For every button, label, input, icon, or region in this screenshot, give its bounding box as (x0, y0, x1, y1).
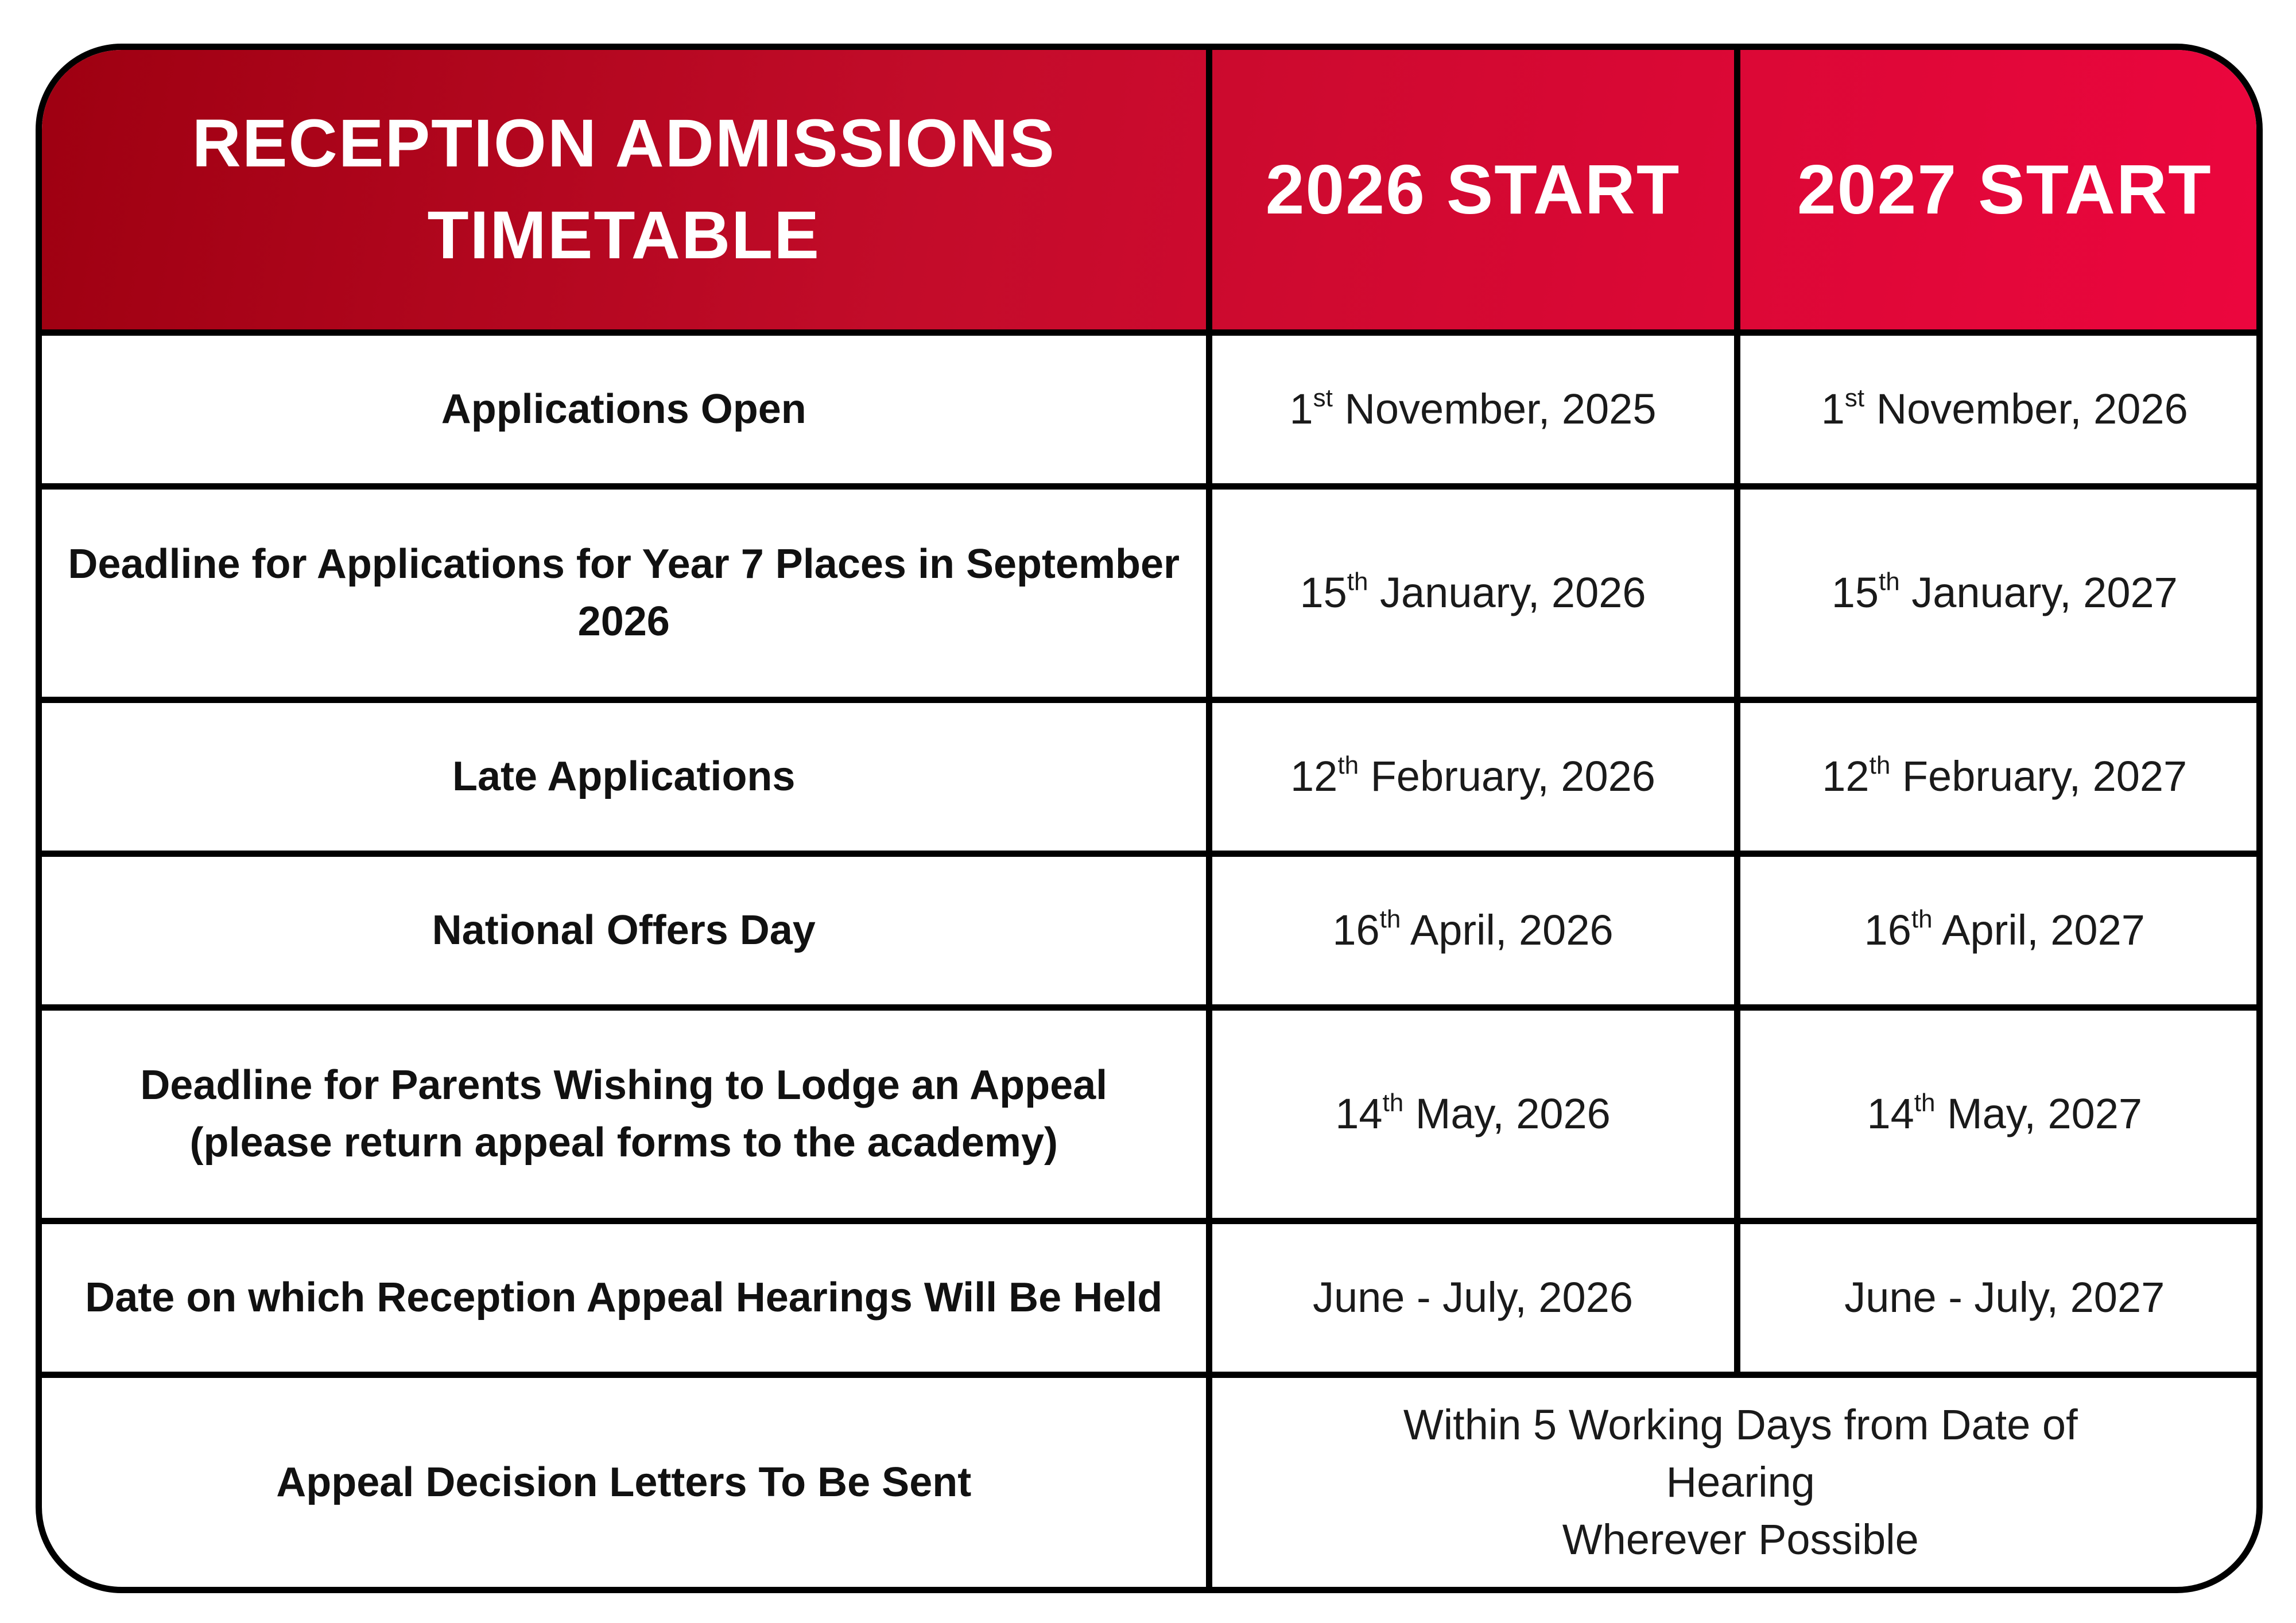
date-ordinal: th (1347, 568, 1368, 596)
table-title-text: RECEPTION ADMISSIONS TIMETABLE (192, 106, 1056, 274)
date-ordinal: th (1379, 905, 1401, 933)
date-rest: February, 2026 (1359, 752, 1655, 800)
table-row (42, 700, 2263, 853)
admissions-timetable-card (36, 44, 2263, 1593)
date-2027 (1737, 700, 2263, 853)
merged-line-2: Wherever Possible (1562, 1515, 1919, 1563)
date-day: 14 (1335, 1090, 1383, 1137)
column-header-2027: 2027 START (1737, 50, 2263, 332)
date-rest: May, 2026 (1403, 1090, 1611, 1137)
event-label-note: (please return appeal forms to the academy) (189, 1120, 1058, 1166)
table-row (42, 1374, 2263, 1587)
date-2027 (1737, 332, 2263, 486)
merged-line-1: Within 5 Working Days from Date of Hearing (1403, 1400, 2078, 1506)
table-title (42, 50, 1209, 332)
date-day: 15 (1831, 569, 1879, 616)
date-rest: February, 2027 (1890, 752, 2188, 800)
date-rest: January, 2026 (1368, 569, 1646, 616)
event-label: Applications Open (42, 332, 1209, 486)
table-row (42, 486, 2263, 700)
date-2026 (1209, 486, 1737, 700)
date-day: 1 (1289, 385, 1313, 433)
date-ordinal: st (1313, 384, 1333, 412)
date-rest: April, 2027 (1932, 906, 2145, 954)
table-row (42, 853, 2263, 1007)
date-rest: November, 2026 (1864, 385, 2188, 433)
date-day: 16 (1864, 906, 1911, 954)
date-2026 (1209, 853, 1737, 1007)
event-label-main: Deadline for Parents Wishing to Lodge an Appeal (140, 1062, 1108, 1108)
date-ordinal: th (1382, 1089, 1404, 1117)
admissions-timetable (42, 50, 2263, 1587)
date-2027 (1737, 1007, 2263, 1221)
event-label: Late Applications (42, 700, 1209, 853)
event-label (42, 1007, 1209, 1221)
event-label: National Offers Day (42, 853, 1209, 1007)
date-2026 (1209, 700, 1737, 853)
date-2027 (1737, 853, 2263, 1007)
date-ordinal: th (1914, 1089, 1936, 1117)
date-rest: January, 2027 (1899, 569, 2178, 616)
date-rest: April, 2026 (1401, 906, 1614, 954)
date-day: 12 (1290, 752, 1338, 800)
date-rest: November, 2025 (1332, 385, 1657, 433)
date-ordinal: th (1911, 905, 1933, 933)
table-row (42, 1221, 2263, 1374)
date-day: 15 (1300, 569, 1347, 616)
event-label: Date on which Reception Appeal Hearings Will Be Held (42, 1221, 1209, 1374)
event-label: Deadline for Applications for Year 7 Places in September 2026 (42, 486, 1209, 700)
column-header-2026: 2026 START (1209, 50, 1737, 332)
event-label: Appeal Decision Letters To Be Sent (42, 1374, 1209, 1587)
table-row (42, 332, 2263, 486)
table-row (42, 1007, 2263, 1221)
date-2026 (1209, 1007, 1737, 1221)
date-day: 14 (1867, 1090, 1914, 1137)
date-ordinal: th (1337, 751, 1359, 779)
date-rest: May, 2027 (1935, 1090, 2143, 1137)
date-ordinal: th (1869, 751, 1891, 779)
merged-date-cell (1209, 1374, 2263, 1587)
date-day: 16 (1332, 906, 1380, 954)
date-ordinal: st (1844, 384, 1865, 412)
date-ordinal: th (1879, 568, 1900, 596)
header-row (42, 50, 2263, 332)
date-day: 12 (1822, 752, 1870, 800)
date-2027: June - July, 2027 (1737, 1221, 2263, 1374)
date-2026: June - July, 2026 (1209, 1221, 1737, 1374)
date-2027 (1737, 486, 2263, 700)
date-day: 1 (1821, 385, 1845, 433)
date-2026 (1209, 332, 1737, 486)
